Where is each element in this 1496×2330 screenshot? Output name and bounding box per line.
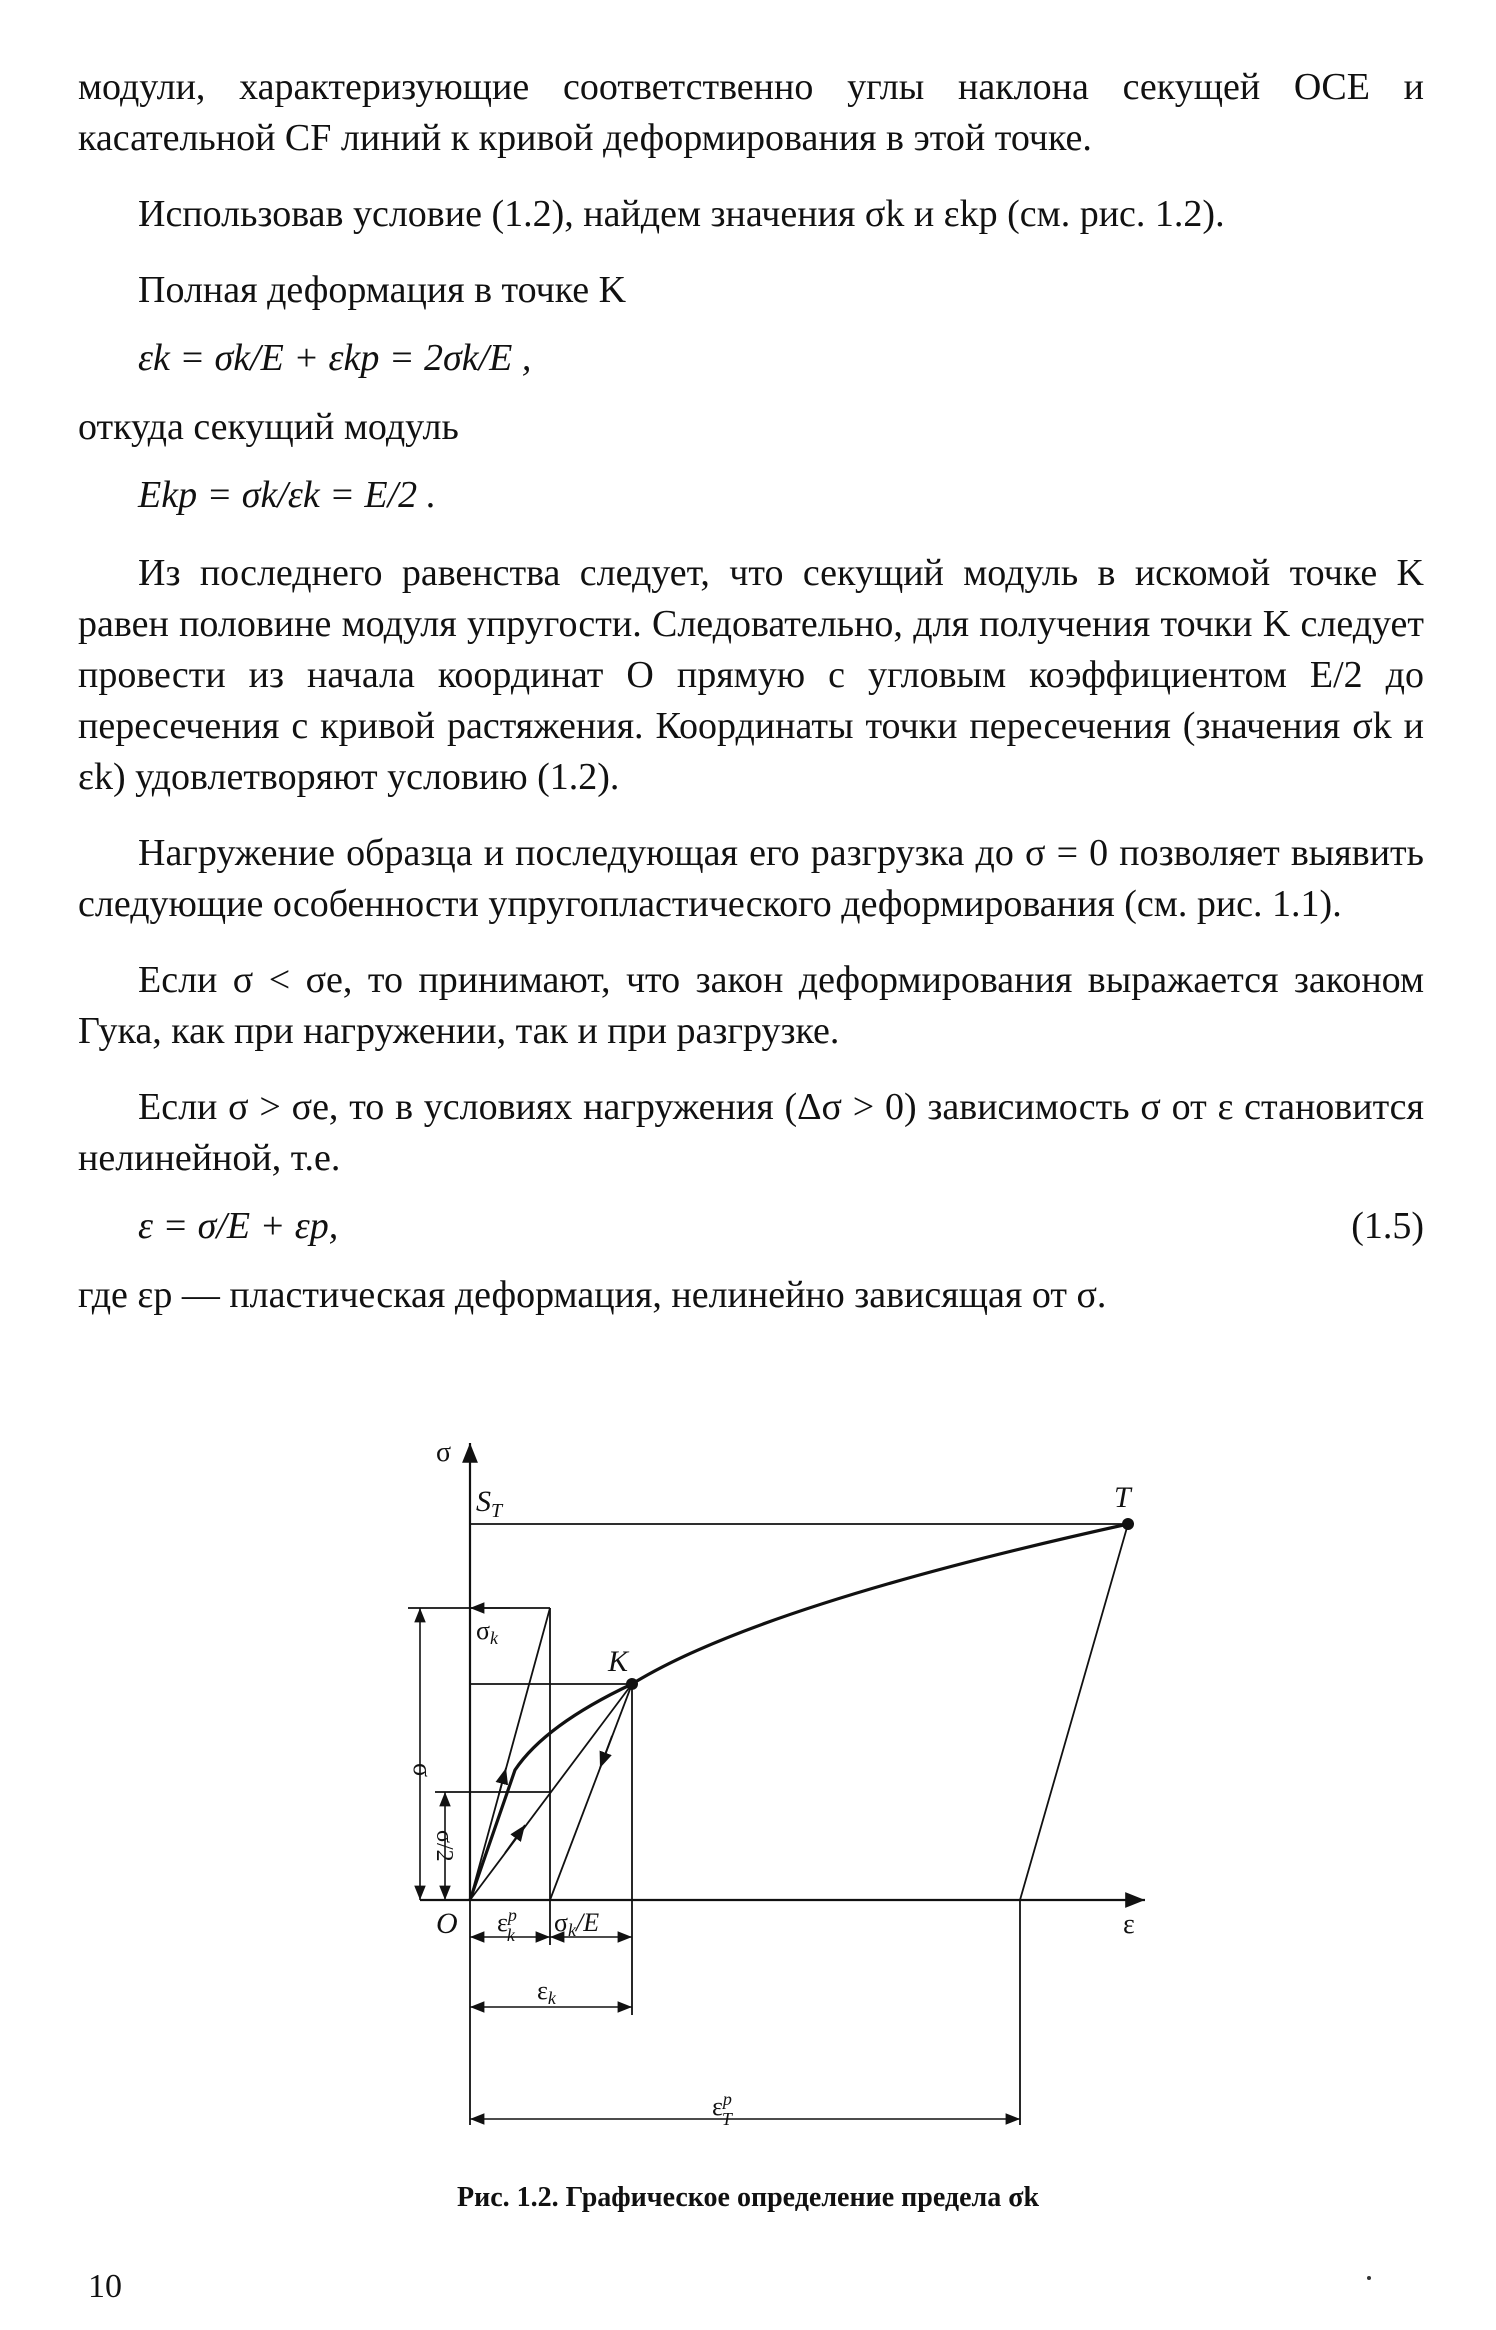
body-text <box>78 62 1424 1321</box>
equation-3-number: (1.5) <box>1351 1205 1424 1247</box>
paragraph-2: Использовав условие (1.2), найдем значения σk и εkp (см. рис. 1.2). <box>138 193 1225 235</box>
equation-1: εk = σk/E + εkp = 2σk/E , <box>138 337 532 379</box>
speck <box>1367 2276 1371 2280</box>
unloading-line-k <box>550 1684 632 1900</box>
arrow-elastic <box>499 1768 506 1794</box>
deformation-curve <box>470 1524 1128 1900</box>
elastic-line <box>470 1608 550 1900</box>
paragraph-8: Если σ > σe, то в условиях нагружения (Δσ > 0) зависимость σ от ε становится нелинейной, т.е. <box>78 1086 1424 1179</box>
arrow-loading <box>505 1825 525 1853</box>
equation-3-row <box>78 1198 1424 1254</box>
equation-2: Ekp = σk/εk = E/2 . <box>138 474 437 516</box>
label-eps-axis: ε <box>1123 1909 1135 1940</box>
label-sigma-half: σ/2 <box>431 1830 457 1862</box>
label-sigma-axis: σ <box>436 1437 452 1468</box>
label-sigma-dim: σ <box>408 1763 437 1778</box>
label-k: K <box>608 1645 629 1678</box>
paragraph-9: где εp — пластическая деформация, нелинейно зависящая от σ. <box>78 1274 1107 1316</box>
point-t <box>1122 1518 1134 1530</box>
equation-3: ε = σ/E + εp, <box>138 1205 339 1247</box>
label-origin: O <box>436 1907 458 1940</box>
label-sigma-k: σk <box>476 1616 499 1648</box>
arrow-unloading <box>600 1736 612 1768</box>
figure-1-2 <box>340 1425 1180 2165</box>
paragraph-3: Полная деформация в точке K <box>138 269 627 311</box>
paragraph-1: модули, характеризующие соответственно углы наклона секущей OCE и касательной CF линий к кривой деформирования в этой точке. <box>78 66 1424 159</box>
label-eps-kp: $\varepsilon^p$ k <box>497 1905 517 1945</box>
paragraph-5: Из последнего равенства следует, что секущий модуль в искомой точке K равен половине модуля упругости. Следовательно, для получения точки K следует провести из начала координат O прямую с угловым коэффициентом E/2 до пересечения с кривой растяжения. Координаты точки пересечения (значения σk и εk) удовлетворяют условию (1.2). <box>78 552 1424 798</box>
paragraph-4: откуда секущий модуль <box>78 406 459 448</box>
unloading-line-t <box>1020 1524 1128 1900</box>
paragraph-6: Нагружение образца и последующая его разгрузка до σ = 0 позволяет выявить следующие особенности упругопластического деформирования (см. рис. 1.1). <box>78 832 1424 925</box>
page-number: 10 <box>88 2268 122 2305</box>
figure-caption: Рис. 1.2. Графическое определение предела σk <box>456 2182 1040 2213</box>
paragraph-7: Если σ < σe, то принимают, что закон деформирования выражается законом Гука, как при нагружении, так и при разгрузке. <box>78 959 1424 1052</box>
label-eps-tp: $\varepsilon^p$ T <box>712 2089 732 2129</box>
label-t: T <box>1114 1481 1131 1514</box>
point-k <box>626 1678 638 1690</box>
label-s-t: $S_T$ <box>476 1485 503 1522</box>
label-eps-k: εk <box>537 1976 556 2008</box>
label-sigk-e: σk/E <box>554 1908 600 1940</box>
